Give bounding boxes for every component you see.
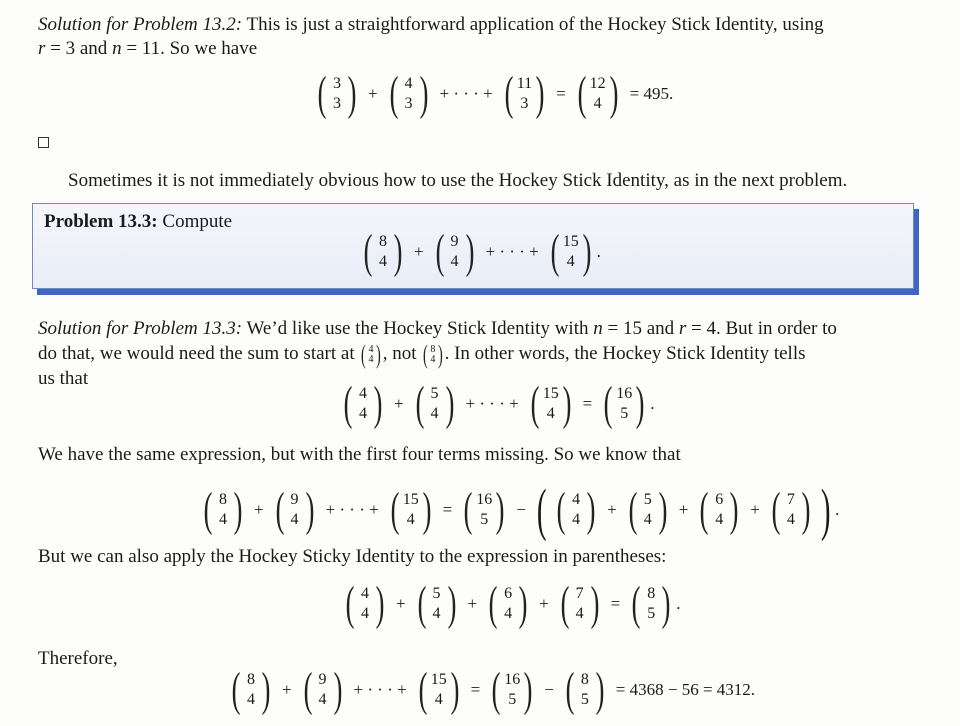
ellipsis: + · · · + xyxy=(353,680,407,699)
solution-13-2-line2 xyxy=(38,38,257,60)
solution-text: . In other words, the Hockey Stick Identity tells xyxy=(444,343,806,364)
solution-13-3-line5: But we can also apply the Hockey Sticky Identity to the expression in parentheses: xyxy=(38,546,667,567)
ellipsis: + · · · + xyxy=(439,84,493,103)
result: = 4368 − 56 = 4312. xyxy=(615,680,756,699)
binomial: ( 4 4 ) xyxy=(556,483,596,536)
binomial: ( 11 3 ) xyxy=(504,67,545,120)
problem-label: Problem 13.3: xyxy=(44,211,158,232)
equals-sign: = xyxy=(582,394,593,413)
plus-sign: + xyxy=(413,242,424,261)
equals-sign: = xyxy=(556,84,566,103)
inline-binomial: ( 4 4 ) xyxy=(361,339,381,369)
binomial: ( 7 4 ) xyxy=(771,483,811,536)
binomial: ( 16 5 ) xyxy=(603,377,645,430)
problem-13-3-heading xyxy=(44,211,232,233)
binomial: ( 9 4 ) xyxy=(435,225,474,278)
binomial: ( 4 3 ) xyxy=(389,67,428,120)
binomial: ( 8 4 ) xyxy=(363,225,403,278)
binomial: ( 15 4 ) xyxy=(530,377,572,430)
binomial: ( 5 4 ) xyxy=(628,483,668,536)
plus-sign: + xyxy=(678,500,689,519)
solution-13-3-line1 xyxy=(38,318,837,340)
binomial: ( 5 4 ) xyxy=(415,377,454,430)
binomial: ( 9 4 ) xyxy=(303,663,342,716)
binomial: ( 16 5 ) xyxy=(491,663,533,716)
binomial: ( 8 5 ) xyxy=(565,663,605,716)
binomial: ( 4 4 ) xyxy=(343,377,383,430)
equation-problem-13-3 xyxy=(358,225,601,278)
binomial: ( 9 4 ) xyxy=(275,483,314,536)
plus-sign: + xyxy=(607,500,617,519)
solution-13-3-line6: Therefore, xyxy=(38,648,118,669)
var-r: r xyxy=(38,38,46,59)
value-text: = 4. But in order to xyxy=(691,318,837,339)
binomial: ( 8 4 ) xyxy=(203,483,243,536)
var-r: r xyxy=(678,318,687,339)
plus-sign: + xyxy=(253,500,264,519)
problem-text: Compute xyxy=(162,211,233,232)
solution-13-3-line4: We have the same expression, but with the first four terms missing. So we know that xyxy=(38,444,681,465)
binomial: ( 7 4 ) xyxy=(560,577,600,630)
close-paren: ) xyxy=(820,477,831,542)
binomial: ( 3 3 ) xyxy=(317,67,357,120)
binomial: ( 15 4 ) xyxy=(550,225,592,278)
solution-13-3-line2 xyxy=(38,339,806,369)
solution-label: Solution for Problem 13.2: xyxy=(38,14,243,35)
solution-text: do that, we would need the sum to start at xyxy=(38,343,355,364)
solution-text: , not xyxy=(382,343,417,364)
plus-sign: + xyxy=(395,594,406,613)
binomial: ( 8 4 ) xyxy=(231,663,271,716)
period: . xyxy=(596,242,601,261)
solution-text: This is just a straightforward application of the Hockey Stick Identity, using xyxy=(246,14,824,35)
qed-box-icon xyxy=(38,137,49,148)
transition-text: Sometimes it is not immediately obvious how to use the Hockey Stick Identity, as in the next problem. xyxy=(68,170,848,191)
equation-parentheses xyxy=(340,577,681,630)
equation-final xyxy=(226,663,761,716)
result: = 495. xyxy=(629,84,674,103)
period: . xyxy=(676,594,681,613)
ellipsis: + · · · + xyxy=(485,242,539,261)
var-n: n xyxy=(112,38,122,59)
ellipsis: + · · · + xyxy=(325,500,379,519)
equals-sign: = xyxy=(470,680,481,699)
equation-missing-terms xyxy=(198,477,840,542)
binomial: ( 8 5 ) xyxy=(631,577,671,630)
value-text: = 3 and xyxy=(50,38,108,59)
value-text: = 11. So we have xyxy=(126,38,258,59)
open-paren: ( xyxy=(536,477,547,542)
plus-sign: + xyxy=(281,680,292,699)
binomial: ( 15 4 ) xyxy=(418,663,460,716)
binomial: ( 6 4 ) xyxy=(488,577,528,630)
binomial: ( 12 4 ) xyxy=(577,67,619,120)
ellipsis: + · · · + xyxy=(465,394,519,413)
minus-sign: − xyxy=(544,680,554,699)
inline-binomial: ( 8 4 ) xyxy=(423,339,443,369)
solution-13-2-line1 xyxy=(38,14,824,36)
plus-sign: + xyxy=(367,84,378,103)
binomial: ( 4 4 ) xyxy=(345,577,385,630)
plus-sign: + xyxy=(467,594,478,613)
binomial: ( 6 4 ) xyxy=(699,483,739,536)
equals-sign: = xyxy=(610,594,621,613)
solution-label: Solution for Problem 13.3: xyxy=(38,318,243,339)
equation-hockey-stick xyxy=(338,377,655,430)
equals-sign: = xyxy=(442,500,453,519)
value-text: = 15 and xyxy=(607,318,675,339)
solution-13-3-line3: us that xyxy=(38,368,89,389)
binomial: ( 15 4 ) xyxy=(390,483,432,536)
binomial: ( 16 5 ) xyxy=(463,483,505,536)
minus-sign: − xyxy=(516,500,526,519)
var-n: n xyxy=(593,318,603,339)
solution-text: We’d like use the Hockey Stick Identity with xyxy=(246,318,589,339)
plus-sign: + xyxy=(539,594,549,613)
period: . xyxy=(650,394,655,413)
binomial: ( 5 4 ) xyxy=(417,577,456,630)
period: . xyxy=(835,500,840,519)
equation-13-2 xyxy=(312,67,679,120)
plus-sign: + xyxy=(393,394,404,413)
plus-sign: + xyxy=(750,500,760,519)
